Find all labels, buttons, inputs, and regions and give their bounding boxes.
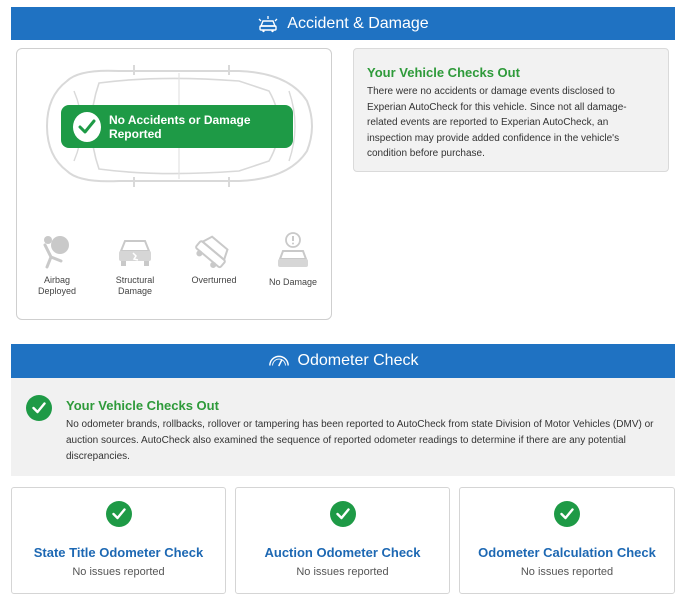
odometer-summary-title: Your Vehicle Checks Out [66,398,219,413]
speedometer-icon [268,352,290,370]
overturned-car-icon [194,231,234,269]
accident-banner-title: Accident & Damage [287,14,429,32]
check-title: Odometer Calculation Check [478,545,656,560]
accident-damage-banner [11,7,675,40]
odometer-summary-box [11,378,675,476]
odometer-calculation-check-card [459,487,675,594]
airbag-icon [39,231,75,269]
checkmark-icon [330,501,356,527]
check-title: Auction Odometer Check [264,545,421,560]
check-title: State Title Odometer Check [33,545,204,560]
check-status: No issues reported [72,566,165,578]
odometer-check-banner [11,344,675,378]
checkmark-icon [26,395,52,421]
damage-label: Airbag [43,275,70,285]
damage-label: Structural [115,275,155,285]
damage-label: Damage [117,286,153,296]
accident-summary-box [353,48,669,172]
odometer-summary-text: No odometer brands, rollbacks, rollover or tampering has been reported to AutoCheck from state Division of Motor Vehicles (DMV) or auction sources. AutoCheck also examined the sequence of reported odometer readings to determine if there are any potential discrepancies. [66,419,654,462]
checkmark-icon [554,501,580,527]
accident-summary-title: Your Vehicle Checks Out [367,65,520,80]
checkmark-icon [106,501,132,527]
structural-damage-icon [115,231,155,269]
no-accidents-badge [61,105,293,148]
checkmark-icon [73,112,101,142]
state-title-odometer-check-card [11,487,226,594]
damage-label: No Damage [268,277,318,287]
odometer-banner-title: Odometer Check [297,352,419,369]
auction-odometer-check-card [235,487,450,594]
damage-type-no-damage [253,231,333,288]
check-status: No issues reported [520,566,614,578]
accident-summary-text: There were no accidents or damage events disclosed to Experian AutoCheck for this vehicle. Since not all damage-related events are reported to Experian AutoCheck, an inspection may provide added confidence in the vehicle's condition before purchase. [367,86,627,159]
no-accidents-text: No Accidents or Damage Reported [108,112,251,141]
damage-type-structural [95,231,175,297]
no-damage-car-icon [273,231,313,271]
damage-type-airbag [17,231,97,297]
damage-diagram-card [16,48,332,320]
check-status: No issues reported [296,566,389,578]
damage-type-overturned [174,231,254,286]
car-crash-icon [257,15,279,33]
damage-type-legend [17,231,333,311]
damage-label: Overturned [191,275,237,285]
damage-label: Deployed [37,286,77,296]
